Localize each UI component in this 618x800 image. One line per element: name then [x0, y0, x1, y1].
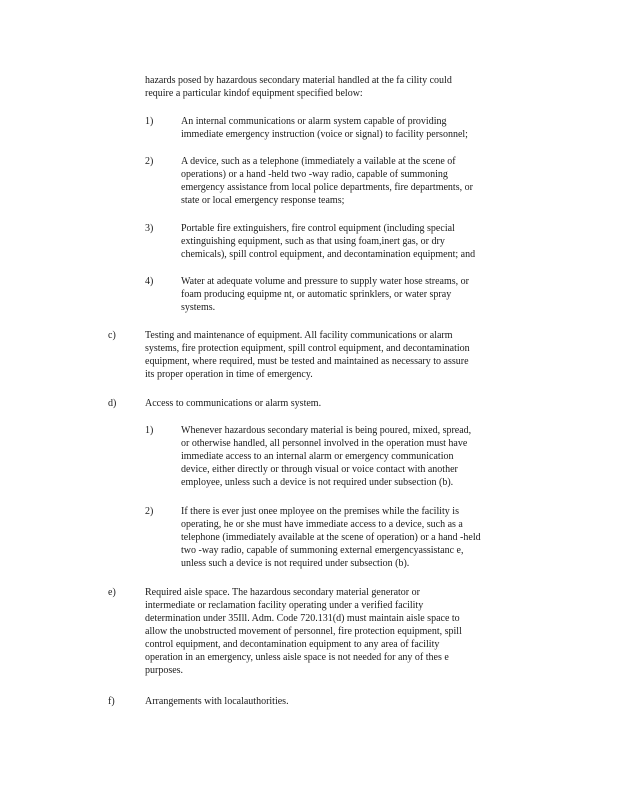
item-label: 2) — [145, 506, 154, 517]
text-line: two -way radio, capable of summoning external emergencyassistanc e, — [181, 545, 464, 556]
list-item-text — [181, 155, 473, 207]
text-line: emergency assistance from local police departments, fire departments, or — [181, 182, 473, 193]
text-line: An internal communications or alarm system capable of providing — [181, 116, 447, 127]
text-line: chemicals), spill control equipment, and decontamination equipment; and — [181, 249, 476, 260]
text-line: foam producing equipme nt, or automatic sprinklers, or water spray — [181, 289, 452, 300]
section-label: d) — [108, 398, 117, 409]
text-line: allow the unobstructed movement of personnel, fire protection equipment, spill — [145, 626, 462, 637]
section-label: f) — [108, 696, 115, 707]
text-line: systems. — [181, 302, 216, 313]
text-line: state or local emergency response teams; — [181, 195, 345, 206]
list-item-text — [181, 222, 475, 261]
text-line: Arrangements with localauthorities. — [145, 696, 289, 707]
text-line: hazards posed by hazardous secondary material handled at the fa cility could — [145, 75, 452, 86]
text-line: or otherwise handled, all personnel involved in the operation must have — [181, 438, 468, 449]
text-line: Access to communications or alarm system. — [145, 398, 322, 409]
section-heading — [145, 397, 321, 410]
list-item-text — [181, 424, 471, 489]
intro-paragraph — [145, 74, 452, 100]
section-label: e) — [108, 587, 116, 598]
list-item-text — [181, 115, 468, 141]
text-line: operations) or a hand -held two -way radio, capable of summoning — [181, 169, 448, 180]
text-line: Whenever hazardous secondary material is being poured, mixed, spread, — [181, 425, 472, 436]
text-line: control equipment, and decontamination equipment to any area of facility — [145, 639, 440, 650]
text-line: immediate access to an internal alarm or emergency communication — [181, 451, 454, 462]
text-line: systems, fire protection equipment, spill control equipment, and decontamination — [145, 343, 470, 354]
text-line: equipment, where required, must be tested and maintained as necessary to assure — [145, 356, 469, 367]
section-heading — [145, 695, 289, 708]
text-line: operation in an emergency, unless aisle space is not needed for any of thes e — [145, 652, 449, 663]
text-line: purposes. — [145, 665, 184, 676]
text-line: Testing and maintenance of equipment. All facility communications or alarm — [145, 330, 453, 341]
item-label: 2) — [145, 156, 154, 167]
text-line: employee, unless such a device is not required under subsection (b). — [181, 477, 454, 488]
text-line: Portable fire extinguishers, fire control equipment (including special — [181, 223, 455, 234]
section-label: c) — [108, 330, 116, 341]
text-line: intermediate or reclamation facility operating under a verified facility — [145, 600, 424, 611]
list-item-text — [181, 275, 469, 314]
text-line: determination under 35Ill. Adm. Code 720.131(d) must maintain aisle space to — [145, 613, 460, 624]
text-line: device, either directly or through visual or voice contact with another — [181, 464, 458, 475]
text-line: Required aisle space. The hazardous secondary material generator or — [145, 587, 420, 598]
text-line: A device, such as a telephone (immediately a vailable at the scene of — [181, 156, 456, 167]
text-line: telephone (immediately available at the scene of operation) or a hand -held — [181, 532, 481, 543]
item-label: 1) — [145, 425, 154, 436]
text-line: If there is ever just onee mployee on the premises while the facility is — [181, 506, 459, 517]
text-line: extinguishing equipment, such as that using foam,inert gas, or dry — [181, 236, 445, 247]
text-line: its proper operation in time of emergency. — [145, 369, 313, 380]
item-label: 1) — [145, 116, 154, 127]
text-line: immediate emergency instruction (voice or signal) to facility personnel; — [181, 129, 468, 140]
item-label: 3) — [145, 223, 154, 234]
text-line: operating, he or she must have immediate access to a device, such as a — [181, 519, 463, 530]
item-label: 4) — [145, 276, 154, 287]
list-item-text — [181, 505, 481, 570]
text-line: Water at adequate volume and pressure to supply water hose streams, or — [181, 276, 469, 287]
text-line: unless such a device is not required under subsection (b). — [181, 558, 410, 569]
section-text — [145, 586, 462, 677]
section-text — [145, 329, 470, 381]
text-line: require a particular kindof equipment specified below: — [145, 88, 363, 99]
